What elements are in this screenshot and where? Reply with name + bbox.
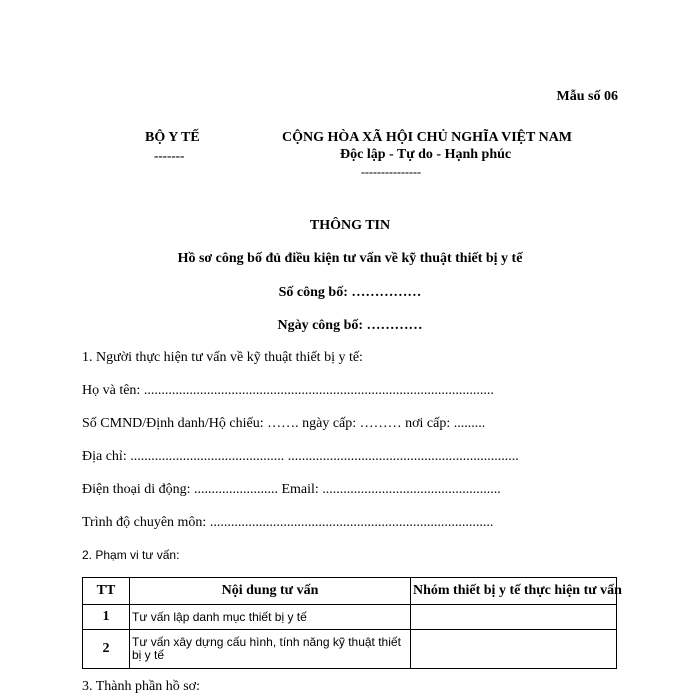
ministry-underline: -------	[154, 148, 185, 163]
document-subtitle: Hồ sơ công bố đủ điều kiện tư vấn về kỹ thuật thiết bị y tế	[177, 251, 523, 266]
table-row	[83, 605, 617, 630]
consulting-scope-table	[82, 577, 622, 669]
row-group	[411, 605, 617, 630]
phone-email-field: Điện thoại di động: ........................ Email: ...................................................	[82, 482, 501, 497]
motto-underline: ---------------	[361, 165, 421, 179]
country-name: CỘNG HÒA XÃ HỘI CHỦ NGHĨA VIỆT NAM	[282, 130, 573, 145]
national-motto: Độc lập - Tự do - Hạnh phúc	[340, 147, 512, 162]
full-name-field: Họ và tên: ....................................................................................................	[82, 383, 494, 398]
section-2-heading: 2. Phạm vi tư vấn:	[82, 548, 180, 562]
row-content: Tư vấn xây dựng cấu hình, tính năng kỹ thuật thiết bị y tế	[130, 630, 411, 669]
ministry-name: BỘ Y TẾ	[145, 130, 200, 145]
qualification-field: Trình độ chuyên môn: .................................................................................	[82, 515, 494, 530]
row-tt: 1	[83, 605, 130, 630]
column-header-content: Nội dung tư vấn	[130, 578, 411, 605]
table-header-row	[83, 578, 617, 605]
publication-date: Ngày công bố: …………	[277, 318, 423, 333]
form-number: Mẫu số 06	[556, 89, 618, 104]
publication-number: Số công bố: ……………	[278, 285, 422, 300]
row-tt: 2	[83, 630, 130, 669]
table-row	[83, 630, 617, 669]
document-title: THÔNG TIN	[309, 218, 391, 233]
column-header-tt: TT	[83, 578, 130, 605]
id-document-field: Số CMND/Định danh/Hộ chiếu: ……. ngày cấp: ……… nơi cấp: .........	[82, 416, 486, 431]
row-content: Tư vấn lập danh mục thiết bị y tế	[130, 605, 411, 630]
column-header-group: Nhóm thiết bị y tế thực hiện tư vấn	[411, 578, 617, 605]
section-3-heading: 3. Thành phần hồ sơ:	[82, 679, 200, 694]
section-1-heading: 1. Người thực hiện tư vấn về kỹ thuật thiết bị y tế:	[82, 350, 363, 365]
address-field: Địa chỉ: ............................................ ..................................................................	[82, 449, 519, 464]
row-group	[411, 630, 617, 669]
